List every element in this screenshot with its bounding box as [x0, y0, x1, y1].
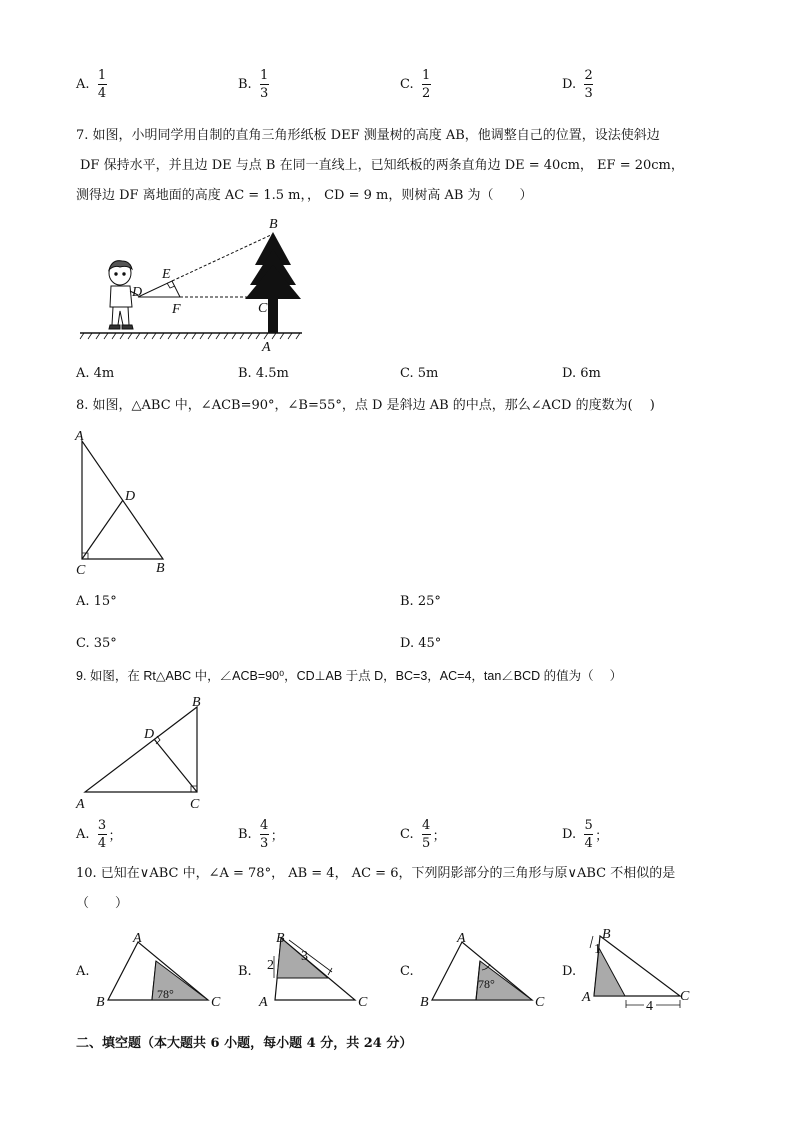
fraction: [260, 68, 269, 101]
q7-text-line3: 测得边 DF 离地面的高度 AC = 1.5 m，， CD = 9 m，则树高 AB 为（ ）: [76, 188, 533, 203]
denominator: 5: [421, 836, 431, 851]
q10-figure-c[interactable]: [418, 930, 552, 1014]
denominator: 3: [260, 86, 269, 101]
q10-text-line1: 10. 已知在∨ABC 中，∠A = 78°， AB = 4， AC = 6，下列阴影部分的三角形与原∨ABC 不相似的是: [76, 866, 676, 881]
numerator: 4: [260, 818, 269, 833]
q6-option-b[interactable]: [238, 68, 269, 101]
q8-option-c[interactable]: C. 35°: [76, 636, 117, 651]
numerator: 1: [421, 68, 431, 83]
q7-option-d[interactable]: D. 6m: [562, 366, 601, 381]
label-c: C: [358, 995, 368, 1010]
q7-text-line1: 7. 如图，小明同学用自制的直角三角形纸板 DEF 测量树的高度 AB，他调整自己的位置，设法使斜边: [76, 128, 660, 143]
fraction: [422, 68, 431, 101]
label-1: 1: [594, 942, 601, 957]
denominator: 4: [97, 836, 107, 851]
option-letter: D.: [562, 77, 577, 92]
angle-label: 78°: [478, 977, 495, 991]
q10-option-a-letter[interactable]: A.: [76, 964, 90, 979]
numerator: 2: [584, 68, 593, 83]
q6-option-c[interactable]: [400, 68, 431, 101]
option-tail: ；: [108, 829, 122, 844]
option-tail: ；: [270, 829, 284, 844]
q9-option-b[interactable]: [238, 818, 284, 851]
label-a: A: [76, 797, 85, 812]
q10-option-c-letter[interactable]: C.: [400, 964, 414, 979]
label-d: D: [144, 727, 155, 742]
option-letter: C.: [400, 827, 414, 842]
fraction: [584, 68, 593, 101]
label-d: D: [132, 285, 143, 300]
fraction: [98, 818, 107, 851]
tree-figure: [245, 232, 301, 333]
label-b: B: [156, 561, 165, 576]
label-c: C: [535, 995, 545, 1010]
fraction: [584, 818, 593, 851]
label-a: A: [582, 990, 591, 1005]
label-a: A: [262, 340, 271, 355]
q9-figure: [72, 690, 222, 815]
option-letter: B.: [238, 827, 252, 842]
q6-option-a[interactable]: [76, 68, 107, 101]
label-e: E: [162, 267, 171, 282]
option-letter: D.: [562, 827, 577, 842]
q9-option-c[interactable]: [400, 818, 446, 851]
label-b: B: [420, 995, 429, 1010]
label-f: F: [172, 302, 181, 317]
q10-option-d-letter[interactable]: D.: [562, 964, 577, 979]
q8-text: 8. 如图，△ABC 中，∠ACB=90°，∠B=55°，点 D 是斜边 AB 的中点，那么∠ACD 的度数为( ): [76, 398, 655, 413]
q9-option-a[interactable]: [76, 818, 122, 851]
q9-option-d[interactable]: [562, 818, 608, 851]
label-c: C: [76, 563, 86, 578]
fraction: [260, 818, 269, 851]
angle-label: 78°: [157, 987, 174, 1001]
q9-text: 9. 如图，在 Rt△ABC 中，∠ACB=90⁰，CD⊥AB 于点 D，BC=3，AC=4，tan∠BCD 的值为（ ）: [76, 669, 623, 683]
denominator: 4: [97, 86, 107, 101]
label-a: A: [457, 931, 466, 946]
label-a: A: [75, 429, 84, 444]
fraction: [422, 818, 431, 851]
denominator: 3: [260, 836, 269, 851]
label-c: C: [680, 989, 690, 1004]
option-letter: A.: [76, 827, 90, 842]
option-letter: C.: [400, 77, 414, 92]
denominator: 4: [584, 836, 593, 851]
q7-option-b[interactable]: B. 4.5m: [238, 366, 289, 381]
numerator: 3: [97, 818, 107, 833]
label-b: B: [276, 931, 285, 946]
label-a: A: [133, 931, 142, 946]
label-b: B: [96, 995, 105, 1010]
fraction: [98, 68, 107, 101]
label-c: C: [190, 797, 200, 812]
option-tail: ；: [595, 829, 609, 844]
label-b: B: [269, 217, 278, 232]
label-3: 3: [301, 949, 308, 964]
section-heading: 二、填空题（本大题共 6 小题，每小题 4 分，共 24 分）: [76, 1036, 413, 1051]
label-d: D: [125, 489, 136, 504]
q7-text-line2: DF 保持水平，并且边 DE 与点 B 在同一直线上，已知纸板的两条直角边 DE = 40cm， EF = 20cm，: [80, 158, 684, 173]
q7-figure: [80, 215, 310, 355]
label-2: 2: [267, 958, 274, 973]
option-letter: A.: [76, 77, 90, 92]
q8-figure: [70, 425, 180, 577]
label-c: C: [258, 301, 268, 316]
q8-option-d[interactable]: D. 45°: [400, 636, 442, 651]
label-b: B: [192, 695, 201, 710]
q6-option-d[interactable]: [562, 68, 593, 101]
label-4: 4: [646, 999, 653, 1014]
numerator: 1: [260, 68, 269, 83]
q8-option-a[interactable]: A. 15°: [76, 594, 117, 609]
q10-figure-a[interactable]: [94, 930, 228, 1014]
q10-figure-b[interactable]: [255, 928, 380, 1014]
q10-text-line2: （ ）: [76, 896, 129, 911]
q8-option-b[interactable]: B. 25°: [400, 594, 441, 609]
q7-option-c[interactable]: C. 5m: [400, 366, 439, 381]
option-tail: ；: [432, 829, 446, 844]
q10-figure-d[interactable]: [580, 926, 700, 1018]
numerator: 4: [421, 818, 431, 833]
label-a: A: [259, 995, 268, 1010]
label-c: C: [211, 995, 221, 1010]
denominator: 3: [584, 86, 593, 101]
label-b: B: [602, 927, 611, 942]
option-letter: B.: [238, 77, 252, 92]
numerator: 1: [97, 68, 107, 83]
numerator: 5: [584, 818, 593, 833]
denominator: 2: [421, 86, 431, 101]
q7-option-a[interactable]: A. 4m: [76, 366, 115, 381]
q10-option-b-letter[interactable]: B.: [238, 964, 252, 979]
